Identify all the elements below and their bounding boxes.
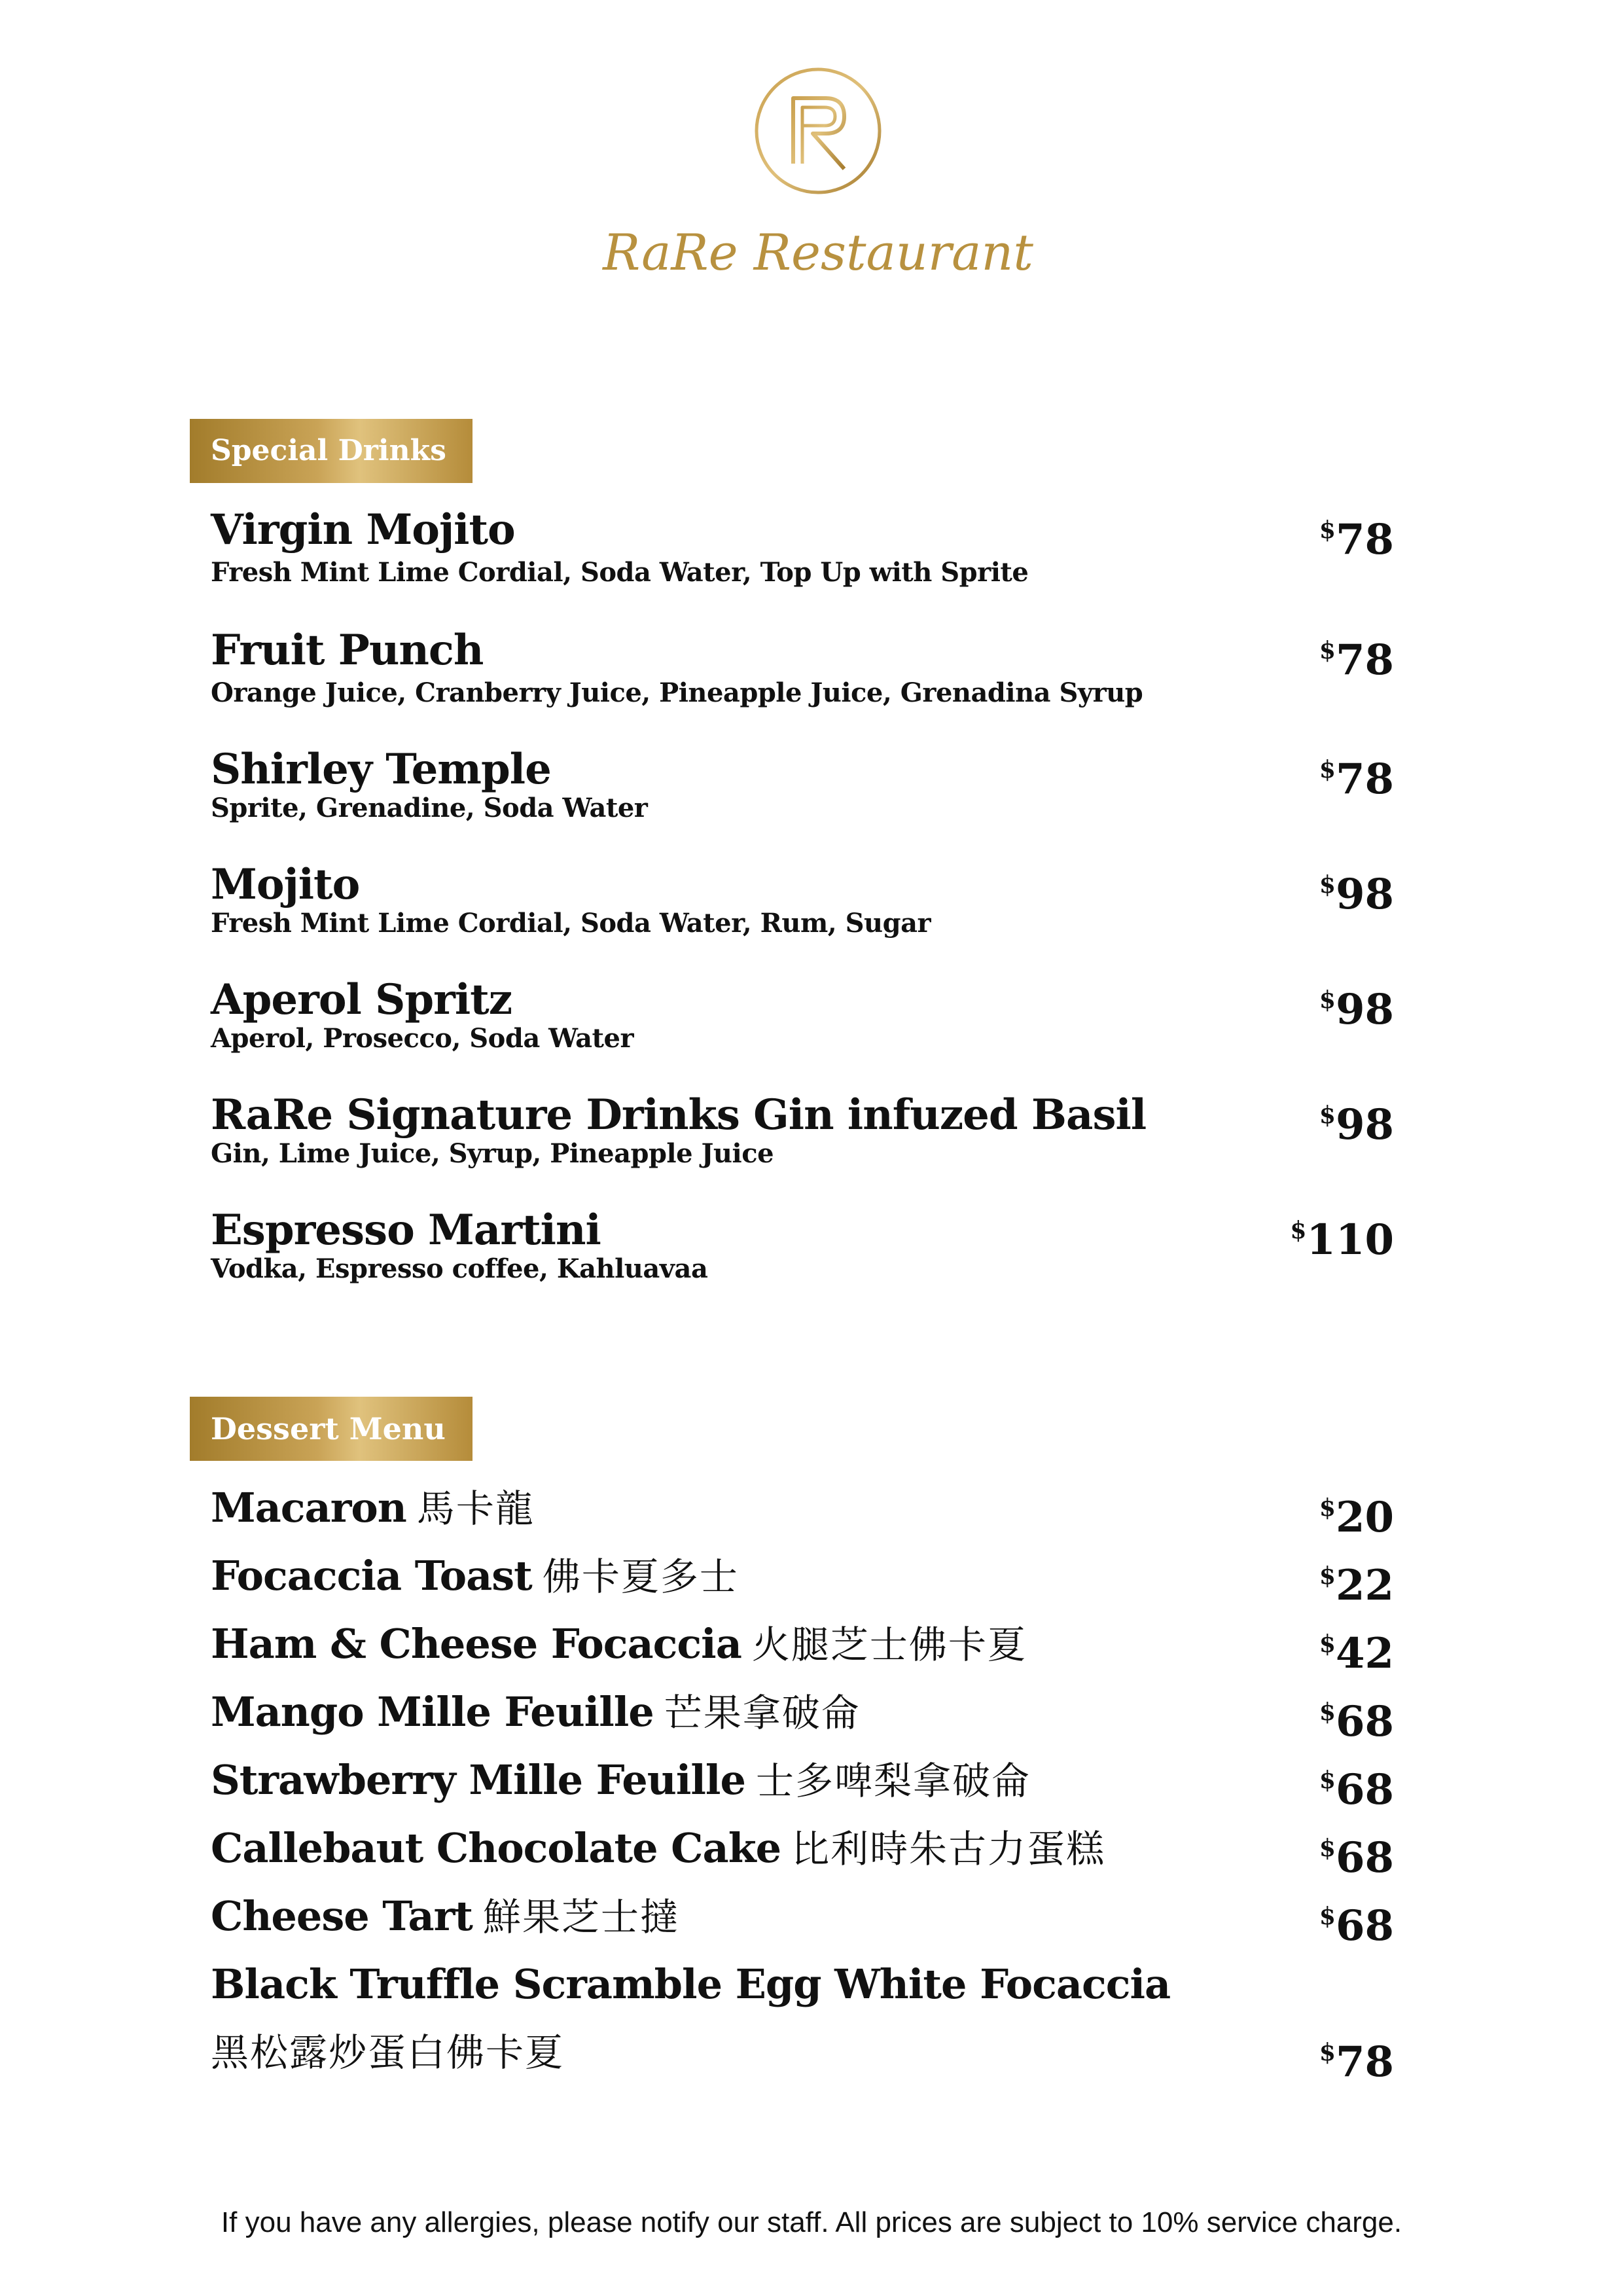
price-value: 98 [1335, 1100, 1394, 1149]
price-value: 98 [1335, 870, 1394, 919]
currency-symbol: $ [1319, 1630, 1336, 1658]
menu-item-aperol-spritz [211, 974, 1394, 1072]
item-name-en: Ham & Cheese Focaccia [211, 1620, 741, 1668]
currency-symbol: $ [1319, 637, 1336, 664]
section-header-special-drinks: Special Drinks [190, 419, 473, 483]
price-value: 68 [1335, 1901, 1394, 1950]
price-value: 78 [1335, 636, 1394, 685]
menu-item-rare-signature-drinks [211, 1089, 1394, 1187]
item-price [1290, 1204, 1394, 1266]
item-name-zh: 鮮果芝士撻 [482, 1895, 679, 1939]
price-value: 98 [1335, 985, 1394, 1034]
menu-item-macaron [211, 1482, 1394, 1541]
item-name [211, 1482, 535, 1535]
price-value: 78 [1335, 515, 1394, 564]
currency-symbol: $ [1319, 1903, 1336, 1930]
price-value: 78 [1335, 2037, 1394, 2087]
menu-item-espresso-martini [211, 1204, 1394, 1302]
item-name [211, 1822, 1105, 1875]
price-value: 68 [1335, 1833, 1394, 1882]
item-price [1319, 974, 1394, 1036]
menu-item-fruit-punch [211, 624, 1394, 723]
currency-symbol: $ [1319, 1562, 1336, 1590]
item-name-en: Black Truffle Scramble Egg White Focaccia [211, 1960, 1171, 2008]
item-price [1319, 2026, 1394, 2089]
item-name-en: Focaccia Toast [211, 1552, 532, 1600]
item-price [1319, 1550, 1394, 1612]
price-value: 42 [1335, 1629, 1394, 1678]
item-description: Vodka, Espresso coffee, Kahluavaa [211, 1253, 708, 1284]
price-value: 22 [1335, 1561, 1394, 1610]
item-name: Shirley Temple [211, 745, 551, 794]
item-name-zh: 比利時朱古力蛋糕 [791, 1827, 1106, 1871]
currency-symbol: $ [1319, 1494, 1336, 1522]
item-price [1319, 1686, 1394, 1748]
menu-item-shirley-temple [211, 744, 1394, 842]
item-price [1319, 1754, 1394, 1816]
price-value: 78 [1335, 755, 1394, 804]
item-name [211, 1686, 861, 1739]
currency-symbol: $ [1319, 1767, 1336, 1794]
item-name-zh: 芒果拿破侖 [664, 1691, 861, 1735]
menu-item-focaccia-toast [211, 1550, 1394, 1609]
price-value: 110 [1306, 1215, 1394, 1265]
svg-text:RaRe Restaurant: RaRe Restaurant [603, 223, 1033, 281]
currency-symbol: $ [1319, 2039, 1336, 2066]
item-price [1319, 744, 1394, 806]
price-value: 68 [1335, 1765, 1394, 1814]
item-name: Espresso Martini [211, 1206, 601, 1255]
brand-wordmark [589, 216, 1047, 295]
menu-item-strawberry-mille-feuille [211, 1754, 1394, 1813]
item-name-en: Cheese Tart [211, 1892, 473, 1940]
item-name-zh: 火腿芝士佛卡夏 [751, 1623, 1027, 1667]
item-name [211, 1550, 739, 1603]
item-price [1319, 1482, 1394, 1544]
item-price [1319, 504, 1394, 566]
menu-item-mojito [211, 859, 1394, 957]
price-value: 20 [1335, 1493, 1394, 1542]
currency-symbol: $ [1319, 1698, 1336, 1726]
item-description: Orange Juice, Cranberry Juice, Pineapple Juice, Grenadina Syrup [211, 677, 1143, 708]
menu-item-callebaut-chocolate-cake [211, 1822, 1394, 1881]
item-name [211, 1754, 1031, 1807]
item-name-zh: 佛卡夏多士 [542, 1554, 739, 1599]
menu-item-mango-mille-feuille [211, 1686, 1394, 1745]
item-name: Aperol Spritz [211, 975, 512, 1024]
currency-symbol: $ [1319, 756, 1336, 783]
item-name: Fruit Punch [211, 626, 484, 675]
menu-item-ham-cheese-focaccia [211, 1618, 1394, 1677]
item-description: Sprite, Grenadine, Soda Water [211, 793, 648, 823]
item-price [1319, 624, 1394, 687]
currency-symbol: $ [1319, 1835, 1336, 1862]
item-price [1319, 1089, 1394, 1151]
menu-item-virgin-mojito [211, 504, 1394, 602]
item-description: Gin, Lime Juice, Syrup, Pineapple Juice [211, 1138, 774, 1169]
item-description: Aperol, Prosecco, Soda Water [211, 1023, 634, 1054]
item-name-en: Callebaut Chocolate Cake [211, 1824, 781, 1872]
currency-symbol: $ [1319, 516, 1336, 544]
footer-note: If you have any allergies, please notify our staff. All prices are subject to 10% service charge. [221, 2206, 1402, 2238]
item-description: Fresh Mint Lime Cordial, Soda Water, Top Up with Sprite [211, 557, 1029, 588]
item-price [1319, 859, 1394, 921]
price-value: 68 [1335, 1697, 1394, 1746]
item-price [1319, 1890, 1394, 1952]
currency-symbol: $ [1319, 871, 1336, 899]
item-name: Virgin Mojito [211, 505, 515, 554]
item-name-zh: 士多啤梨拿破侖 [755, 1759, 1031, 1803]
item-name-zh: 黑松露炒蛋白佛卡夏 [211, 2030, 565, 2075]
section-header-dessert-menu: Dessert Menu [190, 1397, 473, 1461]
item-name-en: Macaron [211, 1484, 406, 1532]
currency-symbol: $ [1319, 1102, 1336, 1129]
item-name: Mojito [211, 860, 360, 909]
item-name-en: Mango Mille Feuille [211, 1688, 654, 1736]
menu-item-cheese-tart [211, 1890, 1394, 1949]
currency-symbol: $ [1290, 1217, 1307, 1244]
item-description: Fresh Mint Lime Cordial, Soda Water, Rum, Sugar [211, 908, 931, 939]
item-name [211, 1618, 1027, 1671]
menu-item-black-truffle-focaccia [211, 1958, 1394, 2089]
currency-symbol: $ [1319, 986, 1336, 1014]
logo-emblem [753, 65, 883, 196]
item-name [211, 1890, 679, 1943]
item-price [1319, 1618, 1394, 1680]
item-name-en: Strawberry Mille Feuille [211, 1756, 745, 1804]
item-price [1319, 1822, 1394, 1884]
item-name-zh: 馬卡龍 [416, 1486, 535, 1531]
item-name: RaRe Signature Drinks Gin infuzed Basil [211, 1090, 1147, 1139]
